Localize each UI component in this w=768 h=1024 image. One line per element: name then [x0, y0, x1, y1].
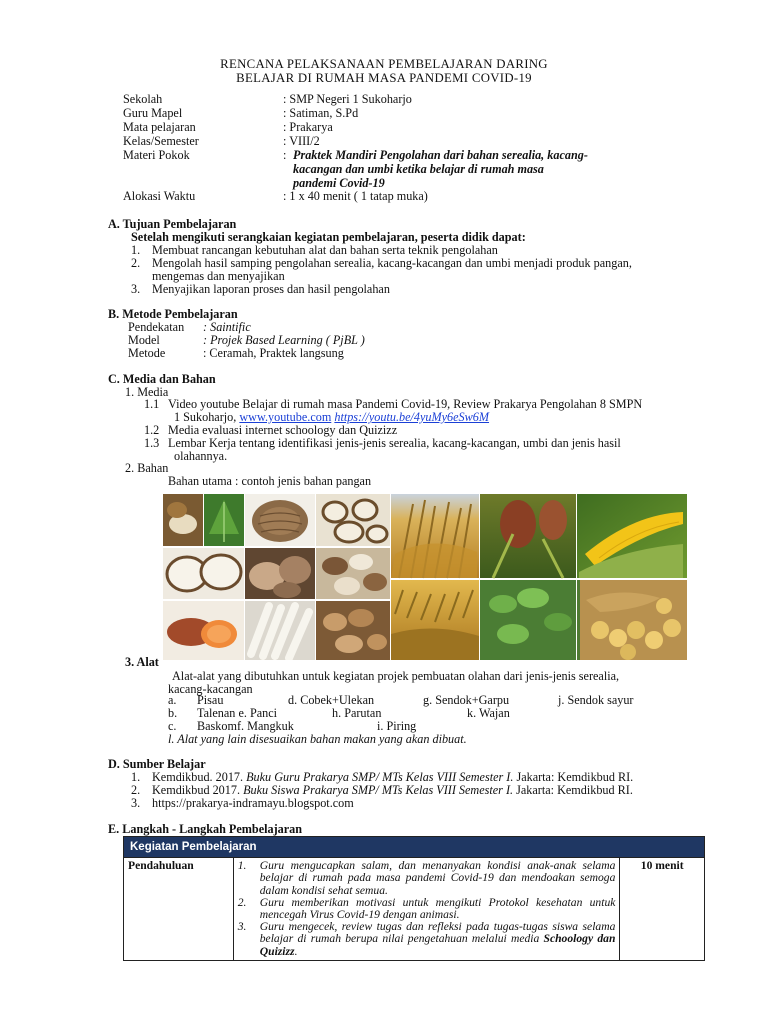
step-1 [238, 860, 616, 897]
media-1-1-line1: Video youtube Belajar di rumah masa Pandemi Covid-19, Review Prakarya Pengolahan 8 SMPN [168, 397, 643, 411]
section-a-intro: Setelah mengikuti serangkaian kegiatan pembelajaran, peserta didik dapat: [131, 230, 526, 244]
alat-row2-letter: b. [168, 706, 178, 720]
method-label-approach: Pendekatan [128, 320, 185, 334]
identity-value-teacher: : Satiman, S.Pd [283, 106, 359, 120]
phase-cell: Pendahuluan [124, 858, 234, 961]
photo-rice-field [391, 580, 479, 660]
source-1-publisher: Jakarta: Kemdikbud RI. [513, 770, 634, 784]
media-label: 1. Media [125, 385, 169, 399]
section-a-heading: A. Tujuan Pembelajaran [108, 217, 237, 231]
learning-steps-table [123, 836, 705, 961]
source-2-author: Kemdikbud 2017. [152, 783, 244, 797]
source-1-number: 1. [131, 770, 141, 784]
alat-intro-1: Alat-alat yang dibutuhkan untuk kegiatan projek pembuatan olahan dari jenis-jenis serealia, [172, 669, 620, 683]
youtube-link[interactable]: www.youtube.com [239, 410, 332, 424]
source-3-link[interactable]: https://prakarya-indramayu.blogspot.com [152, 796, 354, 810]
photo-rice-stalks [391, 494, 479, 578]
alat-parutan: h. Parutan [332, 706, 382, 720]
method-label-method: Metode [128, 346, 166, 360]
step-2 [238, 897, 616, 921]
alat-intro-2: kacang-kacangan [168, 682, 253, 696]
alat-sendok-garpu: g. Sendok+Garpu [423, 693, 510, 707]
media-1-3-number: 1.3 [144, 436, 160, 450]
identity-label-time: Alokasi Waktu [123, 189, 196, 203]
section-c-heading: C. Media dan Bahan [108, 372, 216, 386]
source-1-book: Buku Guru Prakarya SMP/ MTs Kelas VIII Semester I. [246, 770, 514, 784]
identity-value-time: : 1 x 40 menit ( 1 tatap muka) [283, 189, 428, 203]
alat-sendok-sayur: j. Sendok sayur [558, 693, 634, 707]
goal-2-text-2: mengemas dan menyajikan [152, 269, 285, 283]
alat-row1-letter: a. [168, 693, 177, 707]
topic-line-3: pandemi Covid-19 [293, 176, 385, 190]
steps-list [238, 860, 616, 958]
doc-title-line2: BELAJAR DI RUMAH MASA PANDEMI COVID-19 [236, 71, 532, 85]
step-3-number: 3. [237, 920, 247, 934]
photo-cassava-peeled-sticks [245, 601, 315, 660]
source-1-author: Kemdikbud. 2017. [152, 770, 247, 784]
photo-taro-leaves [204, 494, 244, 546]
method-value-approach: : Saintific [203, 320, 251, 334]
alat-cobek: d. Cobek+Ulekan [288, 693, 375, 707]
method-value-method: : Ceramah, Praktek langsung [203, 346, 344, 360]
media-1-2-number: 1.2 [144, 423, 160, 437]
media-1-1-prefix: 1 Sukoharjo, [174, 410, 240, 424]
photo-sorghum [480, 494, 576, 578]
table-header: Kegiatan Pembelajaran [124, 837, 705, 858]
step-3-media: Schoology dan Quizizz [259, 932, 616, 958]
identity-colon-topic: : [283, 148, 287, 162]
step-2-text: Guru memberikan motivasi untuk mengikuti Protokol kesehatan untuk mencegah Virus Covid-19 dengan animasi. [259, 895, 616, 922]
alat-note: l. Alat yang lain disesuaikan bahan makan yang akan dibuat. [168, 732, 467, 746]
section-e-heading: E. Langkah - Langkah Pembelajaran [108, 822, 303, 836]
youtu-be-link[interactable]: https://youtu.be/4yuMy6eSw6M [334, 410, 490, 424]
bahan-label: 2. Bahan [125, 461, 169, 475]
photo-sweet-potato [163, 601, 244, 660]
step-3-text: Guru mengecek, review tugas dan refleksi pada tugas-tugas siswa selama belajar di rumah berupa nilai pengetahuan melalui media [259, 920, 616, 946]
goal-3-text: Menyajikan laporan proses dan hasil pengolahan [152, 282, 390, 296]
alat-heading: 3. Alat [125, 655, 159, 669]
photo-soybean-pods [580, 580, 687, 660]
step-3 [238, 921, 616, 958]
goal-3-number: 3. [131, 282, 141, 296]
method-value-model: : Projek Based Learning ( PjBL ) [203, 333, 365, 347]
duration-cell: 10 menit [620, 858, 705, 961]
alat-talenan-panci: Talenan e. Panci [197, 706, 278, 720]
photo-corn [577, 494, 687, 578]
steps-cell [233, 858, 620, 961]
photo-taro-tubers [163, 494, 203, 546]
topic-line-1: Praktek Mandiri Pengolahan dari bahan serealia, kacang- [293, 148, 588, 162]
step-3-tail: . [294, 944, 298, 958]
photo-yam-tubers [245, 548, 315, 599]
goal-2-text-1: Mengolah hasil samping pengolahan serealia, kacang-kacangan dan umbi menjadi produk pangan, [152, 256, 632, 270]
photo-bean-plants [480, 580, 576, 660]
identity-label-class: Kelas/Semester [123, 134, 199, 148]
photo-cassava-slices [316, 494, 390, 546]
alat-piring: i. Piring [377, 719, 417, 733]
alat-pisau: Pisau [197, 693, 224, 707]
section-b-heading: B. Metode Pembelajaran [108, 307, 238, 321]
step-1-number: 1. [237, 859, 247, 873]
photo-ginger-tubers [316, 601, 390, 660]
alat-wajan: k. Wajan [467, 706, 510, 720]
media-1-1-number: 1.1 [144, 397, 160, 411]
identity-label-school: Sekolah [123, 92, 163, 106]
source-2-number: 2. [131, 783, 141, 797]
doc-title-line1: RENCANA PELAKSANAAN PEMBELAJARAN DARING [220, 57, 548, 71]
alat-row3-letter: c. [168, 719, 177, 733]
media-1-3-line2: olahannya. [174, 449, 228, 463]
goal-2-number: 2. [131, 256, 141, 270]
method-label-model: Model [128, 333, 160, 347]
photo-taro-root [245, 494, 315, 546]
source-2-publisher: Jakarta: Kemdikbud RI. [513, 783, 633, 797]
identity-label-subject: Mata pelajaran [123, 120, 196, 134]
photo-peeled-cassava [163, 548, 244, 599]
goal-1-text: Membuat rancangan kebutuhan alat dan bahan serta teknik pengolahan [152, 243, 498, 257]
bahan-utama: Bahan utama : contoh jenis bahan pangan [168, 474, 372, 488]
media-1-2-text: Media evaluasi internet schoology dan Quizizz [168, 423, 398, 437]
step-2-number: 2. [237, 895, 247, 909]
identity-value-school: : SMP Negeri 1 Sukoharjo [283, 92, 412, 106]
identity-label-topic: Materi Pokok [123, 148, 190, 162]
identity-value-class: : VIII/2 [283, 134, 320, 148]
source-3-number: 3. [131, 796, 141, 810]
identity-label-teacher: Guru Mapel [123, 106, 183, 120]
step-1-text: Guru mengucapkan salam, dan menanyakan kondisi anak-anak selama belajar di rumah pada masa pandemi Covid-19 dan mendoakan semoga dalam kondisi sehat semua. [259, 859, 616, 897]
source-2-book: Buku Siswa Prakarya SMP/ MTs Kelas VIII Semester I. [243, 783, 514, 797]
section-d-heading: D. Sumber Belajar [108, 757, 206, 771]
media-1-3-line1: Lembar Kerja tentang identifikasi jenis-jenis serealia, kacang-kacangan, umbi dan jenis hasil [168, 436, 621, 450]
goal-1-number: 1. [131, 243, 141, 257]
identity-value-subject: : Prakarya [283, 120, 333, 134]
photo-tuber-pile [316, 548, 390, 599]
alat-baskom-mangkuk: Baskomf. Mangkuk [197, 719, 294, 733]
topic-line-2: kacangan dan umbi ketika belajar di rumah masa [293, 162, 544, 176]
